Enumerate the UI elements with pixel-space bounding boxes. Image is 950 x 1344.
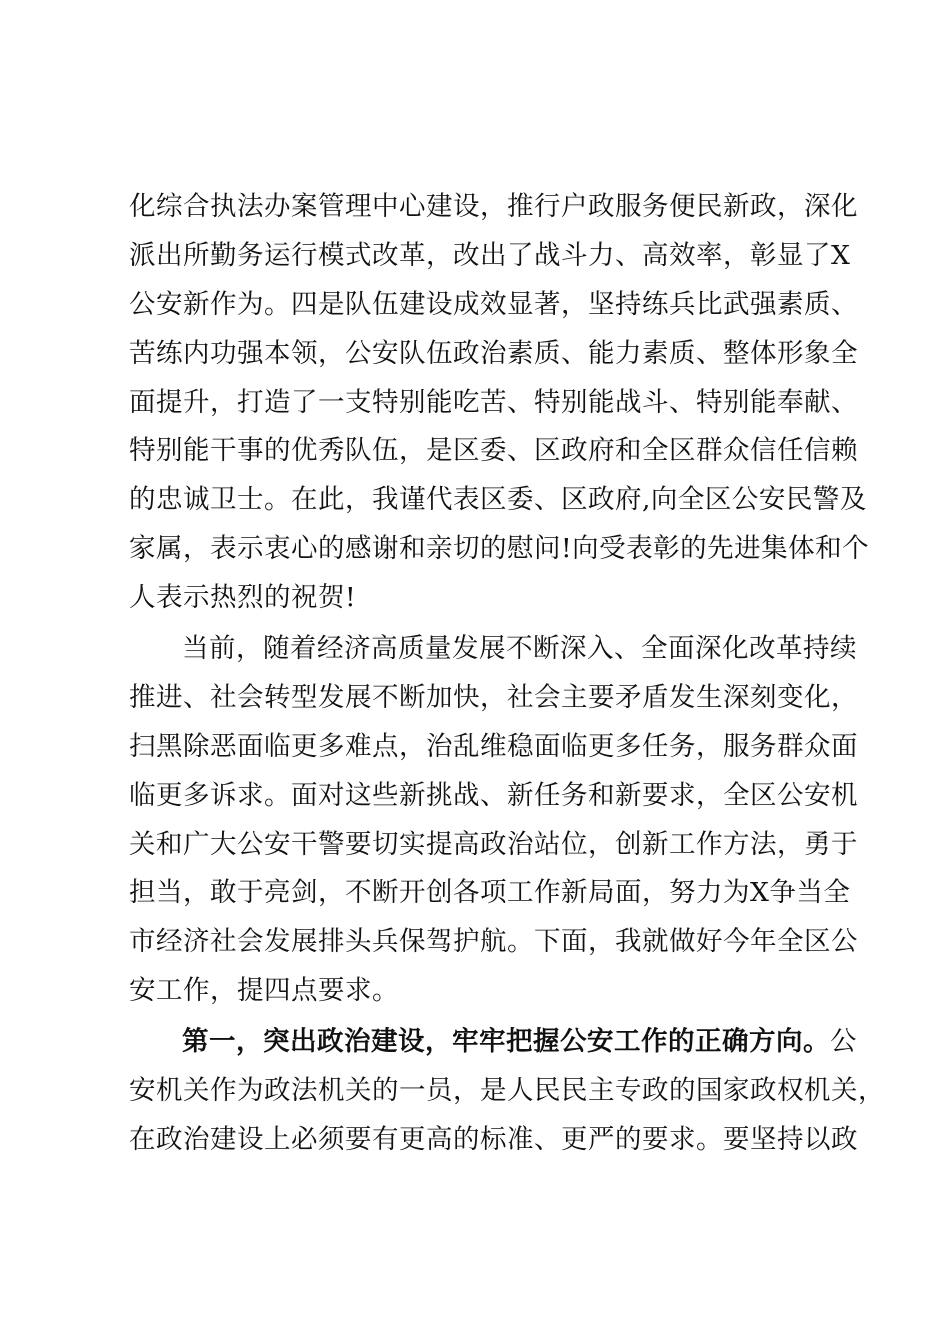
paragraph-line: 苦练内功强本领，公安队伍政治素质、能力素质、整体形象全 [129,337,858,369]
paragraph-line: 特别能干事的优秀队伍，是区委、区政府和全区群众信任信赖 [129,435,858,467]
paragraph-line: 派出所勤务运行模式改革，改出了战斗力、高效率，彰显了X [129,239,851,271]
paragraph-line [129,1018,857,1067]
paragraph-line: 安机关作为政法机关的一员，是人民民主专政的国家政权机关， [129,1075,885,1107]
paragraph-3 [129,1018,885,1165]
paragraph-line: 关和广大公安干警要切实提高政治站位，创新工作方法，勇于 [129,828,858,860]
paragraph-line: 市经济社会发展排头兵保驾护航。下面，我就做好今年全区公 [129,926,858,958]
paragraph-line: 人表示热烈的祝贺! [129,582,357,614]
paragraph-line: 扫黑除恶面临更多难点，治乱维稳面临更多任务，服务群众面 [129,730,858,762]
paragraph-line: 推进、社会转型发展不断加快，社会主要矛盾发生深刻变化， [129,681,858,713]
paragraph-line: 担当，敢于亮剑，不断开创各项工作新局面，努力为X争当全 [129,877,851,909]
section-heading: 第一，突出政治建设，牢牢把握公安工作的正确方向。 [182,1026,830,1058]
paragraph-line: 面提升，打造了一支特别能吃苦、特别能战斗、特别能奉献、 [129,386,858,418]
paragraph-2 [129,625,858,1016]
paragraph-line: 的忠诚卫士。在此，我谨代表区委、区政府,向全区公安民警及 [129,484,867,516]
paragraph-1 [129,183,870,623]
paragraph-text: 公 [830,1026,857,1058]
paragraph-line: 在政治建设上必须要有更高的标准、更严的要求。要坚持以政 [129,1123,858,1155]
paragraph-line: 临更多诉求。面对这些新挑战、新任务和新要求，全区公安机 [129,779,858,811]
paragraph-line: 安工作，提四点要求。 [129,975,399,1007]
paragraph-line: 家属，表示衷心的感谢和亲切的慰问!向受表彰的先进集体和个 [129,533,870,565]
paragraph-line: 化综合执法办案管理中心建设，推行户政服务便民新政，深化 [129,191,858,222]
paragraph-line: 公安新作为。四是队伍建设成效显著，坚持练兵比武强素质、 [129,288,858,320]
paragraph-line: 当前，随着经济高质量发展不断深入、全面深化改革持续 [182,633,857,665]
document-body [129,183,885,1165]
